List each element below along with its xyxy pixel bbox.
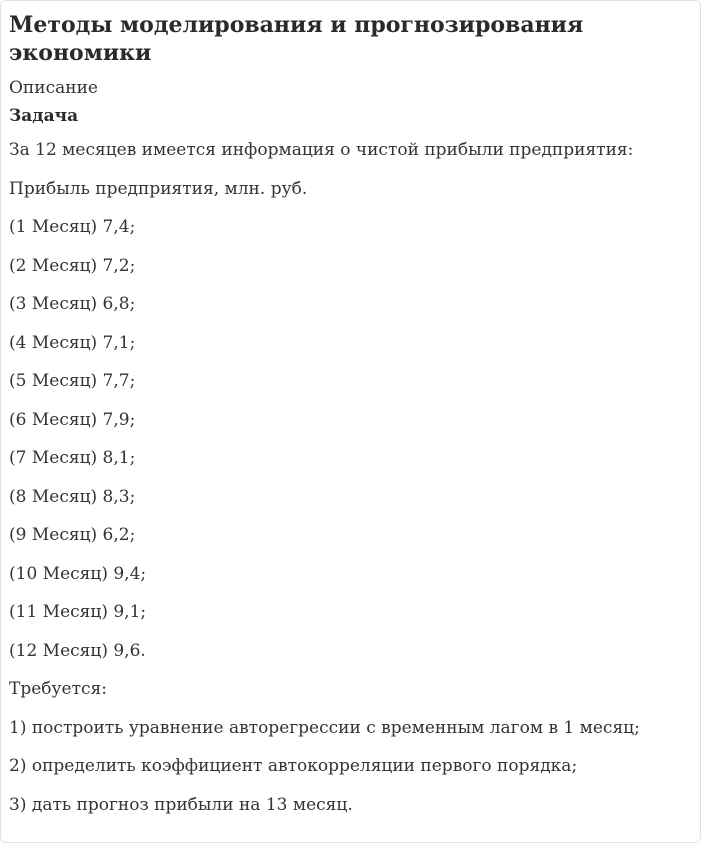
task-heading: Задача — [9, 106, 79, 126]
paragraph-intro: За 12 месяцев имеется информация о чистой прибыли предприятия: — [9, 140, 634, 160]
data-row-month-6: (6 Месяц) 7,9; — [9, 409, 136, 430]
task-content — [9, 139, 692, 816]
data-row-month-7: (7 Месяц) 8,1; — [9, 448, 136, 468]
data-row-month-8: (8 Месяц) 8,3; — [9, 486, 136, 507]
requirement-2: 2) определить коэффициент автокорреляции первого порядка; — [9, 756, 578, 776]
description-label: Описание — [9, 78, 98, 98]
paragraph-units: Прибыль предприятия, млн. руб. — [9, 178, 308, 199]
data-row-month-11: (11 Месяц) 9,1; — [9, 602, 147, 622]
document-title: Методы моделирования и прогнозирования экономики — [9, 12, 584, 66]
data-row-month-9: (9 Месяц) 6,2; — [9, 525, 136, 545]
data-row-month-5: (5 Месяц) 7,7; — [9, 371, 136, 391]
requirement-3: 3) дать прогноз прибыли на 13 месяц. — [9, 794, 353, 815]
data-row-month-1: (1 Месяц) 7,4; — [9, 217, 136, 237]
requirements-label: Требуется: — [9, 679, 107, 699]
data-row-month-12: (12 Месяц) 9,6. — [9, 640, 146, 661]
data-row-month-3: (3 Месяц) 6,8; — [9, 294, 136, 314]
data-row-month-10: (10 Месяц) 9,4; — [9, 563, 147, 584]
requirement-1: 1) построить уравнение авторегрессии с временным лагом в 1 месяц; — [9, 717, 640, 738]
data-row-month-4: (4 Месяц) 7,1; — [9, 332, 136, 353]
data-row-month-2: (2 Месяц) 7,2; — [9, 255, 136, 276]
